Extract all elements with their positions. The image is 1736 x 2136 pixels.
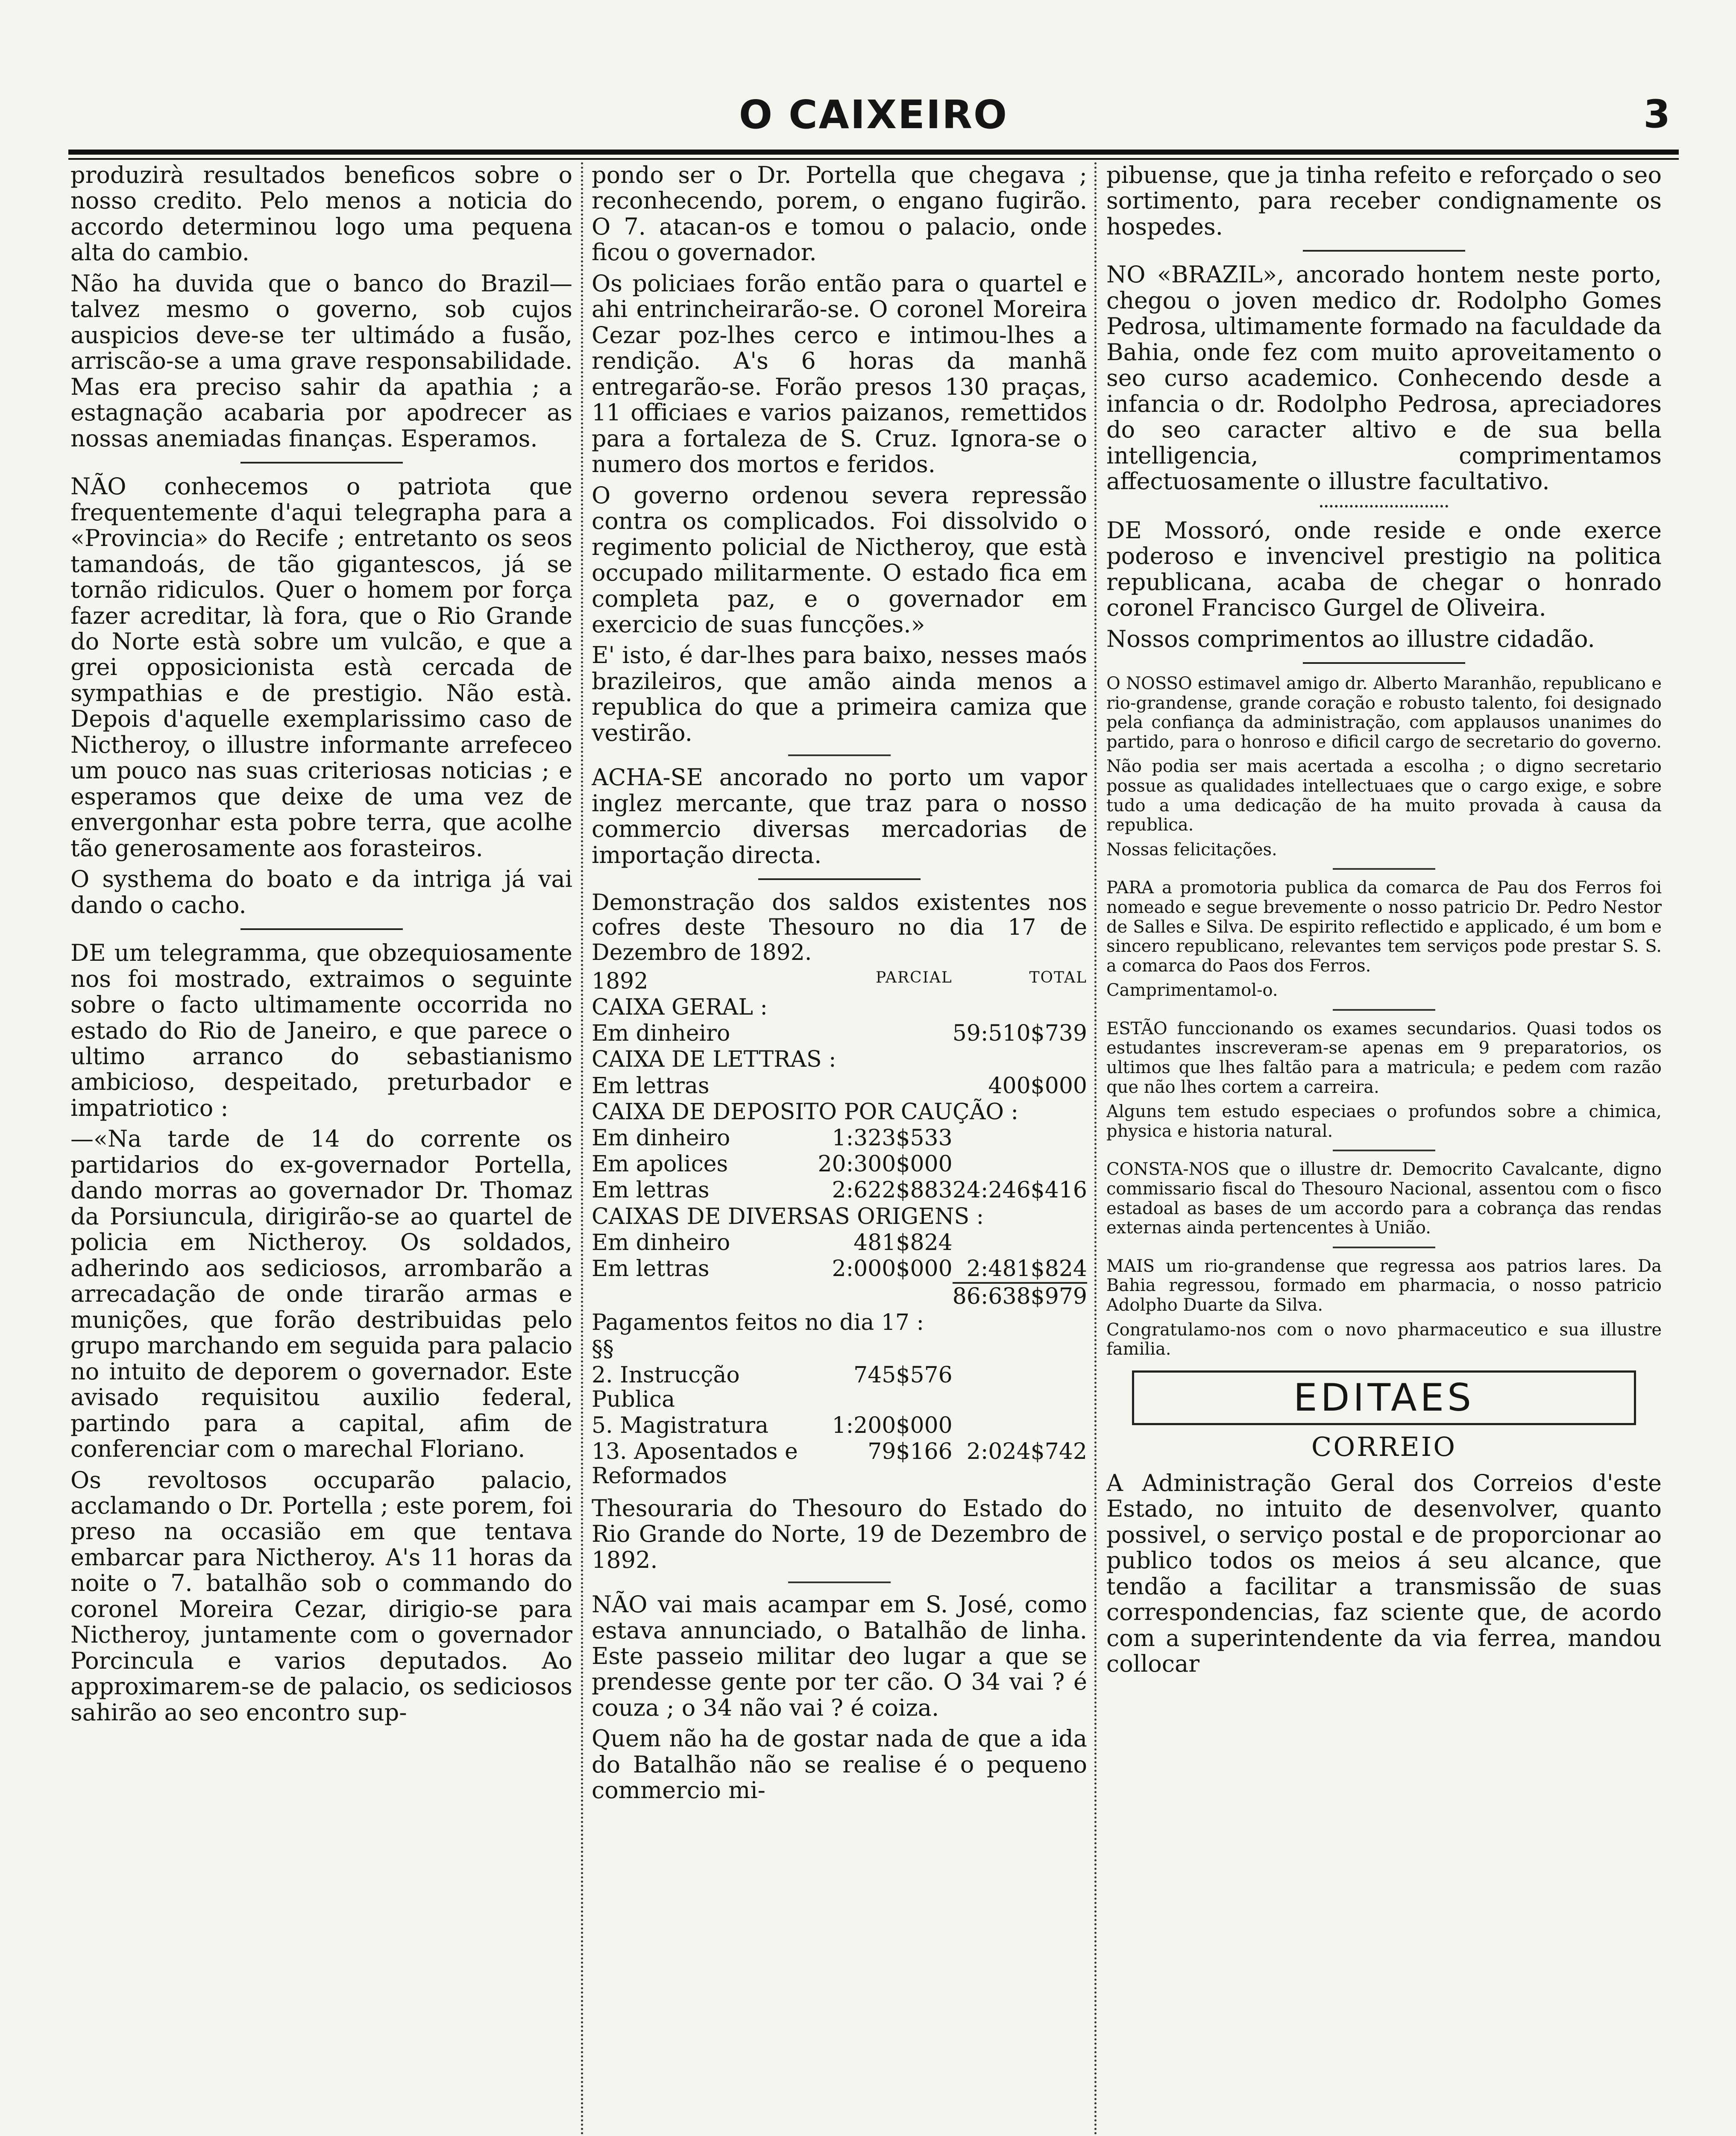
table-row (592, 1177, 1087, 1203)
article-paragraph: A Administração Geral dos Correios d'este Estado, no intuito de desenvolver, quanto possivel, o serviço postal e de proporcionar ao publico todos os meios á seu alcance, que tendão a facilitar a transmissão de suas correspondencias, faz sciente que, de acordo com a superintendente da via ferrea, mandou collocar (1106, 1469, 1662, 1678)
article-paragraph: E' isto, é dar-lhes para baixo, nesses maós brazileiros, que amão ainda menos a republica do que a primeira camiza que vestirão. (592, 642, 1087, 746)
correio-subheading: CORREIO (1311, 1431, 1457, 1463)
news-brief: MAIS um rio-grandense que regressa aos patrios lares. Da Bahia regressou, formado em pharmacia, o nosso patricio Adolpho Duarte da Silva. (1106, 1256, 1662, 1315)
row-parcial (818, 1021, 952, 1047)
table-row (592, 1230, 1087, 1256)
editaes-heading: EDITAES (1132, 1370, 1636, 1426)
section-label: CAIXA DE DEPOSITO POR CAUÇÃO : (592, 1099, 1019, 1125)
article-paragraph: NO «BRAZIL», ancorado hontem neste porto, chegou o joven medico dr. Rodolpho Gomes Pedrosa, ultimamente formado na faculdade da Bahia, onde fez com muito aproveitamento o seo curso academico. Conhecendo desde a infancia o dr. Rodolpho Pedrosa, apreciadores do seo caracter altivo e de sua bella intelligencia, comprimentamos affectuosamente o illustre facultativo. (1106, 261, 1662, 495)
row-total: 59:510$739 (952, 1021, 1087, 1047)
table-row (592, 1204, 1087, 1230)
article-separator (1333, 1150, 1435, 1151)
row-parcial: 2:000$000 (832, 1256, 953, 1282)
section-label: CAIXA DE LETTRAS : (592, 1047, 836, 1073)
article-separator (1303, 662, 1465, 664)
row-total: 2:481$824 (966, 1256, 1087, 1282)
article-paragraph: O governo ordenou severa repressão contra os complicados. Foi dissolvido o regimento policial de Nictheroy, que està occupado militarmente. O estado fica em completa paz, e o governador em exercicio de suas funcções.» (592, 481, 1087, 638)
table-row (592, 1073, 1087, 1099)
article-separator (240, 928, 403, 930)
article-paragraph: pibuense, que ja tinha refeito e reforçado o seo sortimento, para receber condignamente os hospedes. (1106, 162, 1662, 240)
newspaper-title: O CAIXEIRO (739, 92, 1009, 138)
table-row (592, 1021, 1087, 1047)
row-parcial: 745$576 (853, 1362, 953, 1388)
table-row (592, 1099, 1087, 1125)
row-label: Em apolices (592, 1151, 728, 1177)
news-brief: O NOSSO estimavel amigo dr. Alberto Maranhão, republicano e rio-grandense, grande coração e robusto talento, foi designado pela confiança da administração, com applausos unanimes do partido, para o honroso e dificil cargo de secretario do governo. (1106, 673, 1662, 752)
row-total (953, 1230, 1087, 1256)
article-paragraph: DE um telegramma, que obzequiosamente nos foi mostrado, extraimos o seguinte sobre o facto ultimamente occorrida no estado do Rio de Janeiro, e que parece o ultimo arranco do sebastianismo ambicioso, despeitado, preturbador e impatriotico : (70, 939, 572, 1121)
news-brief: PARA a promotoria publica da comarca de Pau dos Ferros foi nomeado e segue brevemente o nosso patricio Dr. Pedro Nestor de Salles e Silva. De espirito reflectido e applicado, é um bom e sincero republicano, relevantes tem serviços pode prestar S. S. a comarca do Paos dos Ferros. (1106, 878, 1662, 976)
row-parcial: 79$166 (868, 1439, 953, 1465)
article-paragraph: O systhema do boato e da intriga já vai dando o cacho. (70, 866, 572, 918)
row-label: 5. Magistratura (592, 1413, 768, 1439)
row-parcial: 1:200$000 (832, 1413, 953, 1439)
table-row (592, 1336, 1087, 1362)
article-paragraph: NÃO vai mais acampar em S. José, como estava annunciado, o Batalhão de linha. Este passeio militar deo lugar a que se prendesse gente por ter cão. O 34 vai ? é couza ; o 34 não vai ? é coiza. (592, 1591, 1087, 1721)
article-separator (758, 878, 921, 880)
saldos-year: 1892 (592, 968, 648, 994)
saldos-footer: Thesouraria do Thesouro do Estado do Rio Grande do Norte, 19 de Dezembro de 1892. (592, 1494, 1087, 1573)
table-row (592, 968, 1087, 995)
table-row (592, 995, 1087, 1021)
news-brief: ESTÃO funccionando os exames secundarios. Quasi todos os estudantes inscreveram-se apenas em 9 preparatorios, os ultimos que lhes faltão para a matricula; e pedem com razão que não lhes cortem a carreira. (1106, 1018, 1662, 1097)
column-3 (1106, 162, 1662, 2136)
row-total (953, 1362, 1087, 1413)
article-paragraph: NÃO conhecemos o patriota que frequentemente d'aqui telegrapha para a «Provincia» do Recife ; entretanto os seos tamandoás, de tão gigantescos, já se tornão ridiculos. Quer o homem por força fazer acreditar, là fora, que o Rio Grande do Norte està sobre um vulcão, e que a grei opposicionista està cercada de sympathias e de prestigio. Não està. Depois d'aquelle exemplarissimo caso de Nictheroy, o illustre informante arrefeceo um pouco nas suas criteriosas noticias ; e esperamos que deixe de uma vez de envergonhar esta pobre terra, que acolhe tão generosamente aos forasteiros. (70, 473, 572, 862)
article-paragraph: —«Na tarde de 14 do corrente os partidarios do ex-governador Portella, dando morras ao governador Dr. Thomaz da Porsiuncula, dirigirão-se ao quartel de policia em Nictheroy. Os soldados, adherindo aos sediciosos, arrombarão a arrecadação de onde tirarão armas e munições, que forão destribuidas pelo grupo marchando em seguida para palacio no intuito de deporem o governador. Este avisado requisitou auxilio federal, partindo para a capital, afim de conferenciar com o marechal Floriano. (70, 1125, 572, 1463)
article-paragraph: Os revoltosos occuparão palacio, acclamando o Dr. Portella ; este porem, foi preso na occasião em que tentava embarcar para Nictheroy. A's 11 horas da noite o 7. batalhão sob o commando do coronel Moreira Cezar, dirigio-se para Nictheroy, juntamente com o governador Porcincula e varios deputados. Ao approximarem-se de palacio, os sediciosos sahirão ao seo encontro sup- (70, 1466, 572, 1726)
saldos-table (592, 968, 1087, 1490)
table-row (592, 1439, 1087, 1489)
table-row (592, 1310, 1087, 1336)
saldos-heading: Demonstração dos saldos existentes nos cofres deste Thesouro no dia 17 de Dezembro de 1892. (592, 890, 1087, 965)
row-parcial (818, 1073, 952, 1099)
row-total (953, 1125, 1087, 1151)
row-label: Em lettras (592, 1073, 710, 1099)
article-separator (240, 462, 403, 464)
masthead (64, 92, 1683, 147)
saldos-statement (592, 890, 1087, 1573)
page-number: 3 (1643, 92, 1670, 137)
news-brief: Camprimentamol-o. (1106, 980, 1278, 1001)
row-total (953, 1413, 1087, 1439)
article-paragraph: pondo ser o Dr. Portella que chegava ; reconhecendo, porem, o engano fugirão. O 7. atacan-os e tomou o palacio, onde ficou o governador. (592, 162, 1087, 266)
news-brief: Alguns tem estudo especiaes o profundos sobre a chimica, physica e historia natural. (1106, 1102, 1662, 1141)
section-label: Pagamentos feitos no dia 17 : (592, 1310, 924, 1336)
col-parcial-header: PARCIAL (876, 968, 953, 986)
news-brief: Congratulamo-nos com o novo pharmaceutico e sua illustre familia. (1106, 1320, 1662, 1359)
article-paragraph: DE Mossoró, onde reside e onde exerce poderoso e invencivel prestigio na politica republicana, acaba de chegar o honrado coronel Francisco Gurgel de Oliveira. (1106, 516, 1662, 622)
row-label: Em lettras (592, 1177, 710, 1203)
column-1 (70, 162, 572, 2136)
table-row (592, 1151, 1087, 1177)
section-label: CAIXA GERAL : (592, 995, 768, 1021)
article-separator (1333, 1009, 1435, 1011)
header-rule (68, 150, 1679, 155)
row-label: Em dinheiro (592, 1021, 730, 1047)
row-total (953, 1151, 1087, 1177)
row-parcial: 2:622$883 (832, 1177, 953, 1203)
column-2 (592, 162, 1087, 2136)
news-brief: CONSTA-NOS que o illustre dr. Democrito Cavalcante, digno commissario fiscal do Thesouro Nacional, assentou com o fisco estadoal as bases de um accordo para a cobrança das rendas externas ainda pertencentes à União. (1106, 1159, 1662, 1238)
row-total: 2:024$742 (966, 1439, 1087, 1465)
table-row (592, 1362, 1087, 1413)
news-brief: Nossas felicitações. (1106, 839, 1277, 860)
article-separator (788, 1581, 891, 1583)
grand-total: 86:638$979 (952, 1284, 1087, 1310)
article-paragraph: Quem não ha de gostar nada de que a ida do Batalhão não se realise é o pequeno commercio mi- (592, 1725, 1087, 1804)
article-separator (1333, 1247, 1435, 1248)
row-label: Em dinheiro (592, 1229, 730, 1256)
article-paragraph: Nossos comprimentos ao illustre cidadão. (1106, 625, 1595, 652)
article-paragraph: Não ha duvida que o banco do Brazil—talvez mesmo o governo, sob cujos auspicios deve-se ter ultimádo a fusão, arriscão-se a uma grave responsabilidade. Mas era preciso sahir da apathia ; a estagnação acabaria por apodrecer as nossas anemiadas finanças. Esperamos. (70, 270, 572, 452)
table-row (592, 1047, 1087, 1073)
table-row (592, 1283, 1087, 1310)
table-row (592, 1413, 1087, 1439)
col-total-header: TOTAL (1029, 968, 1087, 986)
news-brief: Não podia ser mais acertada a escolha ; o digno secretario possue as qualidades intellectuaes que o cargo exige, e sobre tudo a uma dedicação de ha muito provada à causa da republica. (1106, 757, 1662, 835)
article-separator (1303, 250, 1465, 252)
article-separator (1320, 505, 1448, 508)
article-paragraph: Os policiaes forão então para o quartel e ahi entrincheirarão-se. O coronel Moreira Cezar poz-lhes cerco e intimou-lhes a rendição. A's 6 horas da manhã entregarão-se. Forão presos 130 praças, 11 officiaes e varios paizanos, remettidos para a fortaleza de S. Cruz. Ignora-se o numero dos mortos e feridos. (592, 270, 1087, 478)
row-total: 400$000 (988, 1073, 1087, 1099)
column-divider (581, 162, 583, 2136)
row-total: 24:246$416 (952, 1177, 1087, 1203)
row-label: Em dinheiro (592, 1125, 730, 1151)
header-rule-thin (68, 158, 1679, 160)
row-label: Em lettras (592, 1256, 710, 1282)
section-mark: §§ (592, 1336, 614, 1362)
table-row (592, 1125, 1087, 1151)
article-paragraph: produzirà resultados beneficos sobre o nosso credito. Pelo menos a noticia do accordo determinou logo uma pequena alta do cambio. (70, 162, 572, 266)
table-row (592, 1256, 1087, 1283)
article-separator (788, 754, 891, 756)
row-parcial: 481$824 (853, 1229, 953, 1256)
section-label: CAIXAS DE DIVERSAS ORIGENS : (592, 1203, 984, 1229)
row-parcial: 20:300$000 (818, 1151, 953, 1177)
row-label: 13. Aposentados e Reformados (592, 1439, 798, 1489)
column-divider (1094, 162, 1097, 2136)
article-paragraph: ACHA-SE ancorado no porto um vapor inglez mercante, que traz para o nosso commercio diversas mercadorias de importação directa. (592, 764, 1087, 868)
article-separator (1333, 868, 1435, 870)
row-label: 2. Instrucção Publica (592, 1362, 740, 1412)
row-parcial: 1:323$533 (832, 1125, 953, 1151)
